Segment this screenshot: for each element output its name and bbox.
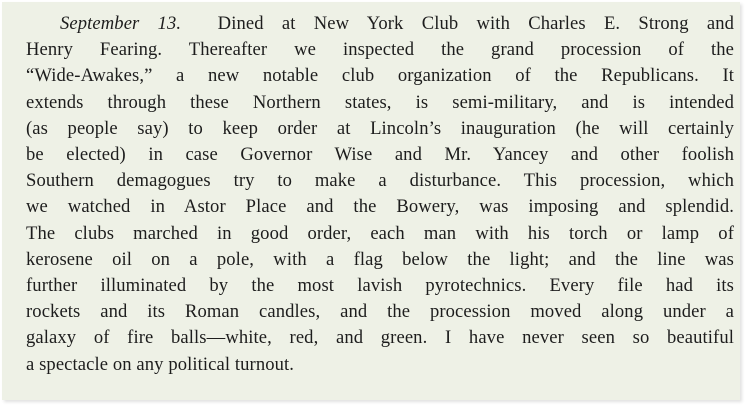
entry-date: September 13. xyxy=(60,13,182,34)
text-line-13: galaxy of fire balls—white, red, and green. I have never seen so beautiful xyxy=(26,327,734,349)
text-line-7: Southern demagogues try to make a disturbance. This procession, which xyxy=(26,170,734,192)
text-line-2: Henry Fearing. Thereafter we inspected the grand procession of the xyxy=(26,39,734,61)
text-line-14: a spectacle on any political turnout. xyxy=(26,353,295,375)
text-line-6: be elected) in case Governor Wise and Mr. Yancey and other foolish xyxy=(26,144,734,166)
diary-entry xyxy=(26,11,734,378)
text-line-5: (as people say) to keep order at Lincoln’s inauguration (he will certainly xyxy=(26,117,734,139)
text-line-10: kerosene oil on a pole, with a flag below the light; and the line was xyxy=(26,248,734,270)
text-line-9: The clubs marched in good order, each man with his torch or lamp of xyxy=(26,222,734,244)
clipping-page xyxy=(2,2,740,400)
text-line-11: further illuminated by the most lavish pyrotechnics. Every file had its xyxy=(26,275,734,297)
text-line-12: rockets and its Roman candles, and the procession moved along under a xyxy=(26,301,734,323)
text-line-1 xyxy=(26,11,734,37)
text-line-4: extends through these Northern states, is semi-military, and is intended xyxy=(26,91,734,113)
text-line-3: “Wide-Awakes,” a new notable club organization of the Republicans. It xyxy=(26,65,734,87)
text-line-8: we watched in Astor Place and the Bowery, was imposing and splendid. xyxy=(26,196,734,218)
line-1-text: Dined at New York Club with Charles E. Strong and xyxy=(217,13,734,34)
